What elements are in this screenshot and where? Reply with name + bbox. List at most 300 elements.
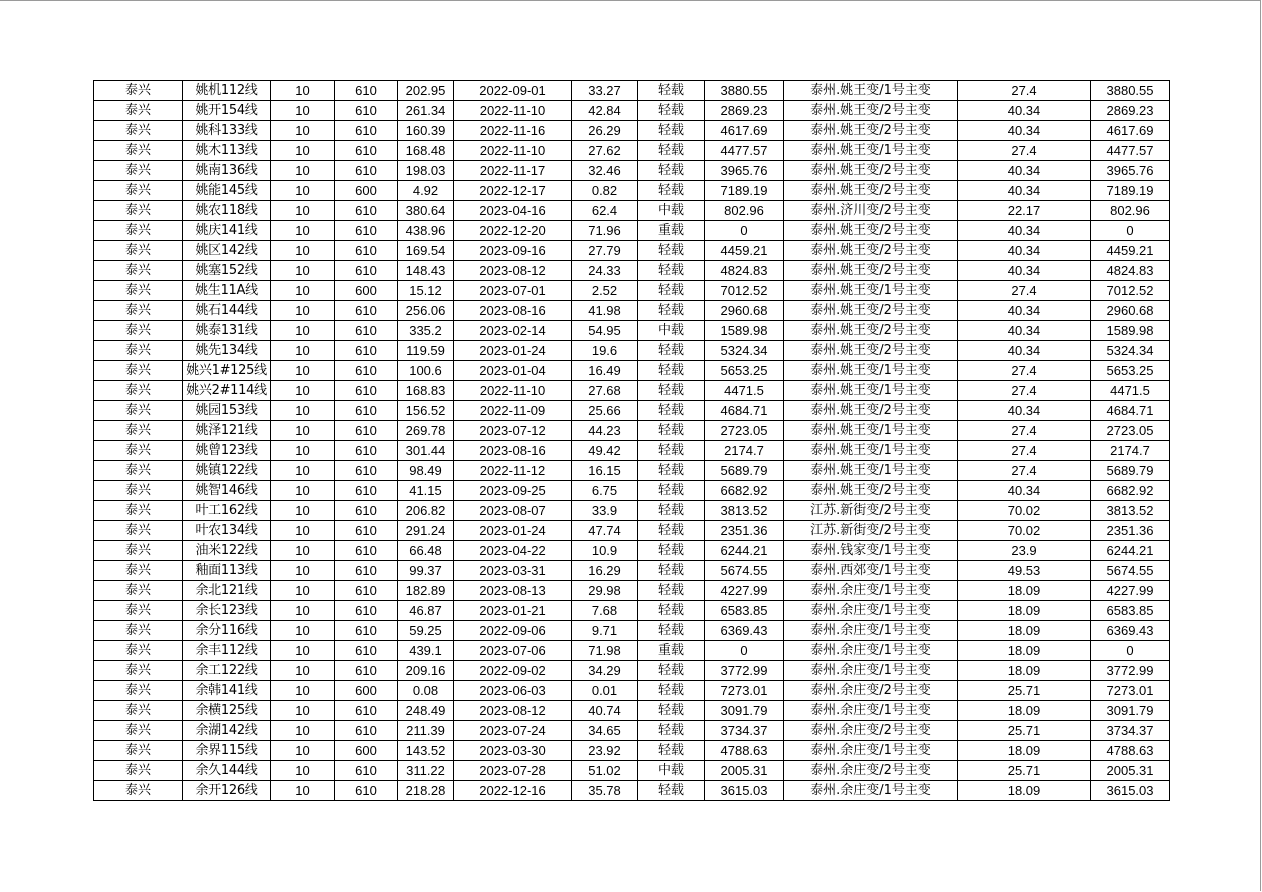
cell-voltage: 10 <box>271 381 335 401</box>
cell-load: 100.6 <box>398 361 454 381</box>
cell-available-capacity: 3965.76 <box>705 161 784 181</box>
table-row <box>94 761 1170 781</box>
cell-voltage: 10 <box>271 261 335 281</box>
cell-transformer: 泰州.姚王变/2号主变 <box>784 121 958 141</box>
table-row <box>94 441 1170 461</box>
cell-county: 泰兴 <box>94 621 183 641</box>
cell-available-capacity: 0 <box>705 641 784 661</box>
cell-date: 2023-07-06 <box>454 641 572 661</box>
cell-remaining-capacity: 4684.71 <box>1091 401 1170 421</box>
table-row <box>94 421 1170 441</box>
cell-transformer: 泰州.姚王变/1号主变 <box>784 461 958 481</box>
cell-voltage: 10 <box>271 701 335 721</box>
cell-transformer: 泰州.姚王变/1号主变 <box>784 381 958 401</box>
cell-transformer: 泰州.西郊变/1号主变 <box>784 561 958 581</box>
cell-rated-current: 610 <box>335 661 398 681</box>
cell-remaining-capacity: 5674.55 <box>1091 561 1170 581</box>
cell-county: 泰兴 <box>94 761 183 781</box>
cell-remaining-capacity: 0 <box>1091 641 1170 661</box>
cell-line-name: 姚泰131线 <box>183 321 271 341</box>
cell-available-capacity: 2005.31 <box>705 761 784 781</box>
cell-load-status: 轻载 <box>638 681 705 701</box>
cell-rated-current: 610 <box>335 581 398 601</box>
cell-voltage: 10 <box>271 361 335 381</box>
cell-county: 泰兴 <box>94 321 183 341</box>
cell-rated-current: 610 <box>335 341 398 361</box>
cell-date: 2023-08-07 <box>454 501 572 521</box>
cell-voltage: 10 <box>271 501 335 521</box>
cell-transformer-load-rate: 18.09 <box>958 601 1091 621</box>
cell-transformer-load-rate: 18.09 <box>958 701 1091 721</box>
cell-county: 泰兴 <box>94 641 183 661</box>
cell-rated-current: 610 <box>335 261 398 281</box>
cell-load-status: 轻载 <box>638 261 705 281</box>
cell-county: 泰兴 <box>94 241 183 261</box>
cell-date: 2023-07-01 <box>454 281 572 301</box>
cell-load-rate: 2.52 <box>572 281 638 301</box>
cell-transformer-load-rate: 70.02 <box>958 521 1091 541</box>
cell-county: 泰兴 <box>94 301 183 321</box>
cell-load: 291.24 <box>398 521 454 541</box>
cell-load-rate: 34.65 <box>572 721 638 741</box>
cell-transformer: 泰州.余庄变/1号主变 <box>784 701 958 721</box>
cell-remaining-capacity: 4477.57 <box>1091 141 1170 161</box>
table-row <box>94 401 1170 421</box>
cell-voltage: 10 <box>271 461 335 481</box>
cell-transformer-load-rate: 27.4 <box>958 81 1091 101</box>
cell-rated-current: 610 <box>335 441 398 461</box>
cell-load-rate: 9.71 <box>572 621 638 641</box>
cell-county: 泰兴 <box>94 181 183 201</box>
table-row <box>94 601 1170 621</box>
cell-remaining-capacity: 2723.05 <box>1091 421 1170 441</box>
cell-remaining-capacity: 7273.01 <box>1091 681 1170 701</box>
cell-available-capacity: 4459.21 <box>705 241 784 261</box>
cell-load: 198.03 <box>398 161 454 181</box>
cell-line-name: 余韩141线 <box>183 681 271 701</box>
cell-available-capacity: 5689.79 <box>705 461 784 481</box>
cell-transformer: 江苏.新街变/2号主变 <box>784 501 958 521</box>
cell-voltage: 10 <box>271 761 335 781</box>
cell-remaining-capacity: 5653.25 <box>1091 361 1170 381</box>
cell-transformer: 泰州.余庄变/1号主变 <box>784 661 958 681</box>
cell-transformer-load-rate: 40.34 <box>958 321 1091 341</box>
cell-load: 182.89 <box>398 581 454 601</box>
cell-transformer-load-rate: 18.09 <box>958 621 1091 641</box>
cell-load-status: 轻载 <box>638 461 705 481</box>
cell-county: 泰兴 <box>94 441 183 461</box>
cell-load-rate: 0.01 <box>572 681 638 701</box>
cell-transformer: 泰州.济川变/2号主变 <box>784 201 958 221</box>
cell-voltage: 10 <box>271 321 335 341</box>
cell-date: 2023-07-24 <box>454 721 572 741</box>
table-row <box>94 161 1170 181</box>
cell-remaining-capacity: 4617.69 <box>1091 121 1170 141</box>
cell-load-rate: 35.78 <box>572 781 638 801</box>
cell-transformer: 泰州.余庄变/2号主变 <box>784 681 958 701</box>
data-table <box>93 80 1170 801</box>
cell-available-capacity: 3091.79 <box>705 701 784 721</box>
cell-county: 泰兴 <box>94 701 183 721</box>
cell-rated-current: 600 <box>335 281 398 301</box>
cell-date: 2022-11-10 <box>454 381 572 401</box>
cell-date: 2022-11-09 <box>454 401 572 421</box>
cell-load-rate: 44.23 <box>572 421 638 441</box>
cell-line-name: 姚科133线 <box>183 121 271 141</box>
cell-voltage: 10 <box>271 161 335 181</box>
cell-available-capacity: 4227.99 <box>705 581 784 601</box>
cell-remaining-capacity: 3772.99 <box>1091 661 1170 681</box>
cell-load-status: 轻载 <box>638 281 705 301</box>
table-row <box>94 181 1170 201</box>
table-row <box>94 141 1170 161</box>
cell-available-capacity: 6369.43 <box>705 621 784 641</box>
cell-date: 2023-01-24 <box>454 521 572 541</box>
cell-rated-current: 610 <box>335 301 398 321</box>
cell-load-status: 重载 <box>638 221 705 241</box>
cell-rated-current: 610 <box>335 721 398 741</box>
cell-load-status: 轻载 <box>638 81 705 101</box>
cell-remaining-capacity: 3091.79 <box>1091 701 1170 721</box>
cell-date: 2023-07-28 <box>454 761 572 781</box>
cell-county: 泰兴 <box>94 221 183 241</box>
cell-voltage: 10 <box>271 601 335 621</box>
cell-voltage: 10 <box>271 141 335 161</box>
cell-load-rate: 16.49 <box>572 361 638 381</box>
cell-load: 380.64 <box>398 201 454 221</box>
cell-date: 2022-11-10 <box>454 101 572 121</box>
cell-voltage: 10 <box>271 661 335 681</box>
cell-load: 335.2 <box>398 321 454 341</box>
cell-date: 2023-06-03 <box>454 681 572 701</box>
cell-remaining-capacity: 4788.63 <box>1091 741 1170 761</box>
cell-transformer: 泰州.余庄变/2号主变 <box>784 761 958 781</box>
cell-county: 泰兴 <box>94 681 183 701</box>
cell-transformer: 泰州.余庄变/2号主变 <box>784 721 958 741</box>
cell-load-rate: 24.33 <box>572 261 638 281</box>
cell-load: 0.08 <box>398 681 454 701</box>
cell-voltage: 10 <box>271 621 335 641</box>
cell-transformer-load-rate: 40.34 <box>958 481 1091 501</box>
cell-load: 148.43 <box>398 261 454 281</box>
cell-available-capacity: 7273.01 <box>705 681 784 701</box>
cell-line-name: 姚曾123线 <box>183 441 271 461</box>
cell-date: 2023-04-22 <box>454 541 572 561</box>
cell-county: 泰兴 <box>94 601 183 621</box>
cell-load: 439.1 <box>398 641 454 661</box>
cell-county: 泰兴 <box>94 281 183 301</box>
cell-remaining-capacity: 4471.5 <box>1091 381 1170 401</box>
cell-line-name: 姚兴1#125线 <box>183 361 271 381</box>
cell-transformer-load-rate: 27.4 <box>958 141 1091 161</box>
cell-available-capacity: 3772.99 <box>705 661 784 681</box>
cell-available-capacity: 2174.7 <box>705 441 784 461</box>
cell-line-name: 姚能145线 <box>183 181 271 201</box>
cell-line-name: 姚南136线 <box>183 161 271 181</box>
cell-load-status: 轻载 <box>638 421 705 441</box>
cell-remaining-capacity: 2960.68 <box>1091 301 1170 321</box>
cell-transformer: 泰州.姚王变/2号主变 <box>784 161 958 181</box>
cell-remaining-capacity: 4459.21 <box>1091 241 1170 261</box>
table-row <box>94 681 1170 701</box>
cell-date: 2023-04-16 <box>454 201 572 221</box>
cell-load-status: 轻载 <box>638 481 705 501</box>
cell-line-name: 余长123线 <box>183 601 271 621</box>
cell-county: 泰兴 <box>94 141 183 161</box>
cell-voltage: 10 <box>271 721 335 741</box>
cell-transformer: 泰州.姚王变/2号主变 <box>784 401 958 421</box>
cell-line-name: 余湖142线 <box>183 721 271 741</box>
cell-rated-current: 600 <box>335 741 398 761</box>
cell-available-capacity: 5674.55 <box>705 561 784 581</box>
cell-available-capacity: 0 <box>705 221 784 241</box>
cell-voltage: 10 <box>271 221 335 241</box>
cell-load: 168.48 <box>398 141 454 161</box>
table-row <box>94 701 1170 721</box>
cell-county: 泰兴 <box>94 581 183 601</box>
cell-transformer-load-rate: 18.09 <box>958 581 1091 601</box>
table-row <box>94 381 1170 401</box>
cell-load: 301.44 <box>398 441 454 461</box>
cell-rated-current: 610 <box>335 141 398 161</box>
cell-line-name: 余分116线 <box>183 621 271 641</box>
cell-load-status: 轻载 <box>638 181 705 201</box>
cell-transformer-load-rate: 40.34 <box>958 241 1091 261</box>
cell-county: 泰兴 <box>94 661 183 681</box>
cell-remaining-capacity: 3880.55 <box>1091 81 1170 101</box>
cell-line-name: 姚先134线 <box>183 341 271 361</box>
cell-transformer-load-rate: 22.17 <box>958 201 1091 221</box>
cell-transformer: 泰州.姚王变/2号主变 <box>784 181 958 201</box>
cell-transformer-load-rate: 27.4 <box>958 441 1091 461</box>
cell-load-status: 轻载 <box>638 301 705 321</box>
cell-date: 2023-03-31 <box>454 561 572 581</box>
cell-remaining-capacity: 2005.31 <box>1091 761 1170 781</box>
cell-load-status: 轻载 <box>638 241 705 261</box>
cell-transformer-load-rate: 25.71 <box>958 721 1091 741</box>
cell-rated-current: 610 <box>335 461 398 481</box>
cell-transformer-load-rate: 25.71 <box>958 681 1091 701</box>
cell-county: 泰兴 <box>94 121 183 141</box>
table-row <box>94 721 1170 741</box>
cell-line-name: 余界115线 <box>183 741 271 761</box>
cell-county: 泰兴 <box>94 781 183 801</box>
cell-rated-current: 610 <box>335 81 398 101</box>
cell-load-status: 轻载 <box>638 741 705 761</box>
cell-date: 2023-08-16 <box>454 441 572 461</box>
cell-rated-current: 610 <box>335 541 398 561</box>
cell-available-capacity: 4824.83 <box>705 261 784 281</box>
cell-available-capacity: 5324.34 <box>705 341 784 361</box>
cell-date: 2023-03-30 <box>454 741 572 761</box>
cell-date: 2023-08-12 <box>454 701 572 721</box>
cell-available-capacity: 4477.57 <box>705 141 784 161</box>
cell-remaining-capacity: 7189.19 <box>1091 181 1170 201</box>
cell-load-status: 轻载 <box>638 361 705 381</box>
cell-transformer: 泰州.余庄变/1号主变 <box>784 581 958 601</box>
cell-load-status: 轻载 <box>638 161 705 181</box>
cell-voltage: 10 <box>271 101 335 121</box>
cell-county: 泰兴 <box>94 481 183 501</box>
cell-county: 泰兴 <box>94 161 183 181</box>
cell-county: 泰兴 <box>94 401 183 421</box>
cell-voltage: 10 <box>271 401 335 421</box>
cell-county: 泰兴 <box>94 101 183 121</box>
cell-available-capacity: 3813.52 <box>705 501 784 521</box>
cell-line-name: 姚镇122线 <box>183 461 271 481</box>
cell-line-name: 姚区142线 <box>183 241 271 261</box>
cell-rated-current: 610 <box>335 641 398 661</box>
cell-load-status: 轻载 <box>638 401 705 421</box>
cell-load-status: 轻载 <box>638 581 705 601</box>
cell-county: 泰兴 <box>94 341 183 361</box>
cell-line-name: 余北121线 <box>183 581 271 601</box>
table-row <box>94 501 1170 521</box>
table-row <box>94 261 1170 281</box>
cell-rated-current: 610 <box>335 101 398 121</box>
cell-rated-current: 610 <box>335 621 398 641</box>
cell-load-rate: 19.6 <box>572 341 638 361</box>
table-row <box>94 621 1170 641</box>
cell-load-status: 中载 <box>638 201 705 221</box>
cell-available-capacity: 802.96 <box>705 201 784 221</box>
cell-voltage: 10 <box>271 741 335 761</box>
cell-load-rate: 71.98 <box>572 641 638 661</box>
cell-load: 206.82 <box>398 501 454 521</box>
cell-transformer-load-rate: 27.4 <box>958 421 1091 441</box>
cell-load-rate: 26.29 <box>572 121 638 141</box>
cell-transformer-load-rate: 40.34 <box>958 401 1091 421</box>
cell-transformer: 泰州.姚王变/1号主变 <box>784 281 958 301</box>
table-row <box>94 561 1170 581</box>
table-row <box>94 781 1170 801</box>
cell-rated-current: 610 <box>335 361 398 381</box>
cell-load-status: 轻载 <box>638 601 705 621</box>
cell-load-rate: 27.68 <box>572 381 638 401</box>
cell-load-status: 轻载 <box>638 341 705 361</box>
table-row <box>94 661 1170 681</box>
cell-transformer-load-rate: 40.34 <box>958 121 1091 141</box>
cell-load-rate: 34.29 <box>572 661 638 681</box>
cell-county: 泰兴 <box>94 461 183 481</box>
cell-transformer-load-rate: 40.34 <box>958 181 1091 201</box>
cell-county: 泰兴 <box>94 421 183 441</box>
cell-transformer: 泰州.姚王变/1号主变 <box>784 421 958 441</box>
cell-load-status: 重载 <box>638 641 705 661</box>
cell-load: 438.96 <box>398 221 454 241</box>
cell-rated-current: 610 <box>335 401 398 421</box>
cell-transformer: 泰州.姚王变/1号主变 <box>784 141 958 161</box>
cell-line-name: 姚智146线 <box>183 481 271 501</box>
cell-available-capacity: 4788.63 <box>705 741 784 761</box>
table-row <box>94 741 1170 761</box>
cell-line-name: 姚开154线 <box>183 101 271 121</box>
cell-transformer: 泰州.余庄变/1号主变 <box>784 741 958 761</box>
cell-voltage: 10 <box>271 581 335 601</box>
cell-load: 248.49 <box>398 701 454 721</box>
cell-transformer-load-rate: 49.53 <box>958 561 1091 581</box>
cell-transformer: 泰州.姚王变/1号主变 <box>784 361 958 381</box>
cell-available-capacity: 4617.69 <box>705 121 784 141</box>
cell-load-rate: 33.27 <box>572 81 638 101</box>
cell-date: 2023-07-12 <box>454 421 572 441</box>
cell-date: 2023-09-16 <box>454 241 572 261</box>
cell-line-name: 油米122线 <box>183 541 271 561</box>
table-row <box>94 581 1170 601</box>
cell-load-rate: 16.15 <box>572 461 638 481</box>
cell-voltage: 10 <box>271 561 335 581</box>
cell-load-rate: 29.98 <box>572 581 638 601</box>
cell-transformer-load-rate: 40.34 <box>958 261 1091 281</box>
cell-rated-current: 610 <box>335 561 398 581</box>
cell-transformer: 泰州.钱家变/1号主变 <box>784 541 958 561</box>
cell-load: 41.15 <box>398 481 454 501</box>
cell-remaining-capacity: 6369.43 <box>1091 621 1170 641</box>
cell-rated-current: 600 <box>335 681 398 701</box>
cell-date: 2022-09-01 <box>454 81 572 101</box>
cell-date: 2022-12-17 <box>454 181 572 201</box>
cell-transformer-load-rate: 18.09 <box>958 661 1091 681</box>
cell-load-rate: 16.29 <box>572 561 638 581</box>
cell-available-capacity: 2869.23 <box>705 101 784 121</box>
cell-transformer-load-rate: 23.9 <box>958 541 1091 561</box>
cell-line-name: 釉面113线 <box>183 561 271 581</box>
table-row <box>94 341 1170 361</box>
cell-county: 泰兴 <box>94 81 183 101</box>
cell-transformer: 江苏.新街变/2号主变 <box>784 521 958 541</box>
cell-load-status: 轻载 <box>638 561 705 581</box>
cell-line-name: 余丰112线 <box>183 641 271 661</box>
cell-available-capacity: 5653.25 <box>705 361 784 381</box>
cell-county: 泰兴 <box>94 381 183 401</box>
cell-transformer-load-rate: 40.34 <box>958 341 1091 361</box>
cell-load-rate: 6.75 <box>572 481 638 501</box>
cell-remaining-capacity: 6583.85 <box>1091 601 1170 621</box>
cell-remaining-capacity: 3734.37 <box>1091 721 1170 741</box>
cell-available-capacity: 2723.05 <box>705 421 784 441</box>
cell-transformer-load-rate: 27.4 <box>958 381 1091 401</box>
cell-rated-current: 610 <box>335 481 398 501</box>
cell-rated-current: 610 <box>335 221 398 241</box>
cell-remaining-capacity: 6682.92 <box>1091 481 1170 501</box>
cell-load: 202.95 <box>398 81 454 101</box>
cell-transformer-load-rate: 25.71 <box>958 761 1091 781</box>
cell-voltage: 10 <box>271 241 335 261</box>
cell-remaining-capacity: 0 <box>1091 221 1170 241</box>
cell-voltage: 10 <box>271 541 335 561</box>
cell-load-status: 轻载 <box>638 621 705 641</box>
cell-line-name: 姚木113线 <box>183 141 271 161</box>
cell-available-capacity: 6583.85 <box>705 601 784 621</box>
cell-rated-current: 610 <box>335 761 398 781</box>
cell-load-status: 轻载 <box>638 661 705 681</box>
cell-transformer: 泰州.姚王变/2号主变 <box>784 341 958 361</box>
cell-rated-current: 610 <box>335 321 398 341</box>
cell-available-capacity: 3734.37 <box>705 721 784 741</box>
cell-load: 15.12 <box>398 281 454 301</box>
cell-date: 2022-09-06 <box>454 621 572 641</box>
cell-load: 311.22 <box>398 761 454 781</box>
table-row <box>94 201 1170 221</box>
cell-transformer: 泰州.姚王变/2号主变 <box>784 101 958 121</box>
cell-line-name: 余横125线 <box>183 701 271 721</box>
cell-load-rate: 49.42 <box>572 441 638 461</box>
cell-voltage: 10 <box>271 521 335 541</box>
cell-load: 156.52 <box>398 401 454 421</box>
cell-load-status: 轻载 <box>638 721 705 741</box>
cell-load-status: 中载 <box>638 321 705 341</box>
cell-load: 98.49 <box>398 461 454 481</box>
